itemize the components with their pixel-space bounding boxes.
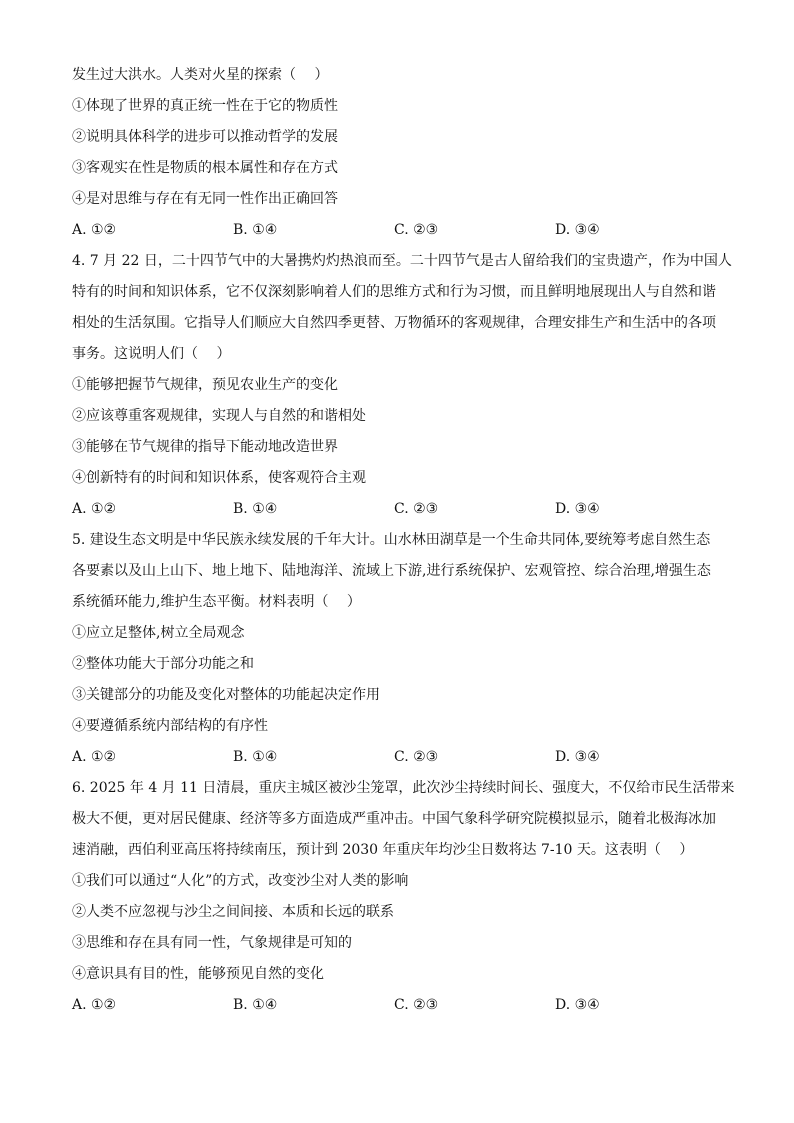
question-3-stem: 发生过大洪水。人类对火星的探索（ ）: [72, 67, 329, 83]
question-4-stem-line-2: 特有的时间和知识体系，它不仅深刻影响着人们的思维方式和行为习惯，而且鲜明地展现出人与自然和谐: [72, 284, 716, 300]
question-6: [72, 773, 735, 1021]
question-6-item-4: ④意识具有目的性，能够预见自然的变化: [72, 966, 324, 982]
option-d: D. ③④: [555, 997, 600, 1013]
question-5: [72, 525, 722, 773]
question-6-item-1: ①我们可以通过“人化”的方式，改变沙尘对人类的影响: [72, 873, 409, 889]
option-a: A. ①②: [72, 749, 117, 765]
question-3-item-4: ④是对思维与存在有无同一性作出正确回答: [72, 191, 338, 207]
question-6-stem-line-3: 速消融，西伯利亚高压将持续南压，预计到 2030 年重庆年均沙尘日数将达 7-10 天。这表明（ ）: [72, 842, 694, 858]
question-3: [72, 60, 722, 246]
question-6-stem-line-1: 6. 2025 年 4 月 11 日清晨，重庆主城区被沙尘笼罩，此次沙尘持续时间长、强度大，不仅给市民生活带来: [72, 780, 735, 796]
question-5-stem-line-1: 5. 建设生态文明是中华民族永续发展的千年大计。山水林田湖草是一个生命共同体,要统筹考虑自然生态: [72, 532, 711, 548]
question-5-item-4: ④要遵循系统内部结构的有序性: [72, 718, 268, 734]
question-5-item-1: ①应立足整体,树立全局观念: [72, 625, 245, 641]
question-3-item-1: ①体现了世界的真正统一性在于它的物质性: [72, 98, 338, 114]
question-5-item-2: ②整体功能大于部分功能之和: [72, 656, 254, 672]
question-4-stem-line-3: 相处的生活氛围。它指导人们顺应大自然四季更替、万物循环的客观规律，合理安排生产和生活中的各项: [72, 315, 716, 331]
question-5-stem-line-2: 各要素以及山上山下、地上地下、陆地海洋、流域上下游,进行系统保护、宏观管控、综合治理,增强生态: [72, 563, 711, 579]
option-a: A. ①②: [72, 222, 117, 238]
question-3-item-2: ②说明具体科学的进步可以推动哲学的发展: [72, 129, 338, 145]
option-d: D. ③④: [555, 222, 600, 238]
option-c: C. ②③: [394, 501, 439, 517]
question-5-options: [72, 742, 722, 773]
question-4-stem-line-4: 事务。这说明人们（ ）: [72, 346, 231, 362]
option-c: C. ②③: [394, 749, 439, 765]
question-4-item-3: ③能够在节气规律的指导下能动地改造世界: [72, 439, 338, 455]
option-c: C. ②③: [394, 997, 439, 1013]
option-d: D. ③④: [555, 749, 600, 765]
question-4-item-2: ②应该尊重客观规律，实现人与自然的和谐相处: [72, 408, 366, 424]
exam-page: [72, 60, 735, 1021]
question-3-item-3: ③客观实在性是物质的根本属性和存在方式: [72, 160, 338, 176]
question-6-options: [72, 990, 722, 1021]
question-5-item-3: ③关键部分的功能及变化对整体的功能起决定作用: [72, 687, 380, 703]
option-b: B. ①④: [233, 749, 278, 765]
question-4: [72, 246, 732, 525]
option-a: A. ①②: [72, 997, 117, 1013]
question-4-item-4: ④创新特有的时间和知识体系，使客观符合主观: [72, 470, 366, 486]
option-c: C. ②③: [394, 222, 439, 238]
question-6-item-2: ②人类不应忽视与沙尘之间间接、本质和长远的联系: [72, 904, 394, 920]
option-a: A. ①②: [72, 501, 117, 517]
question-4-options: [72, 494, 722, 525]
option-b: B. ①④: [233, 222, 278, 238]
option-b: B. ①④: [233, 997, 278, 1013]
question-3-options: [72, 215, 722, 246]
option-d: D. ③④: [555, 501, 600, 517]
question-6-item-3: ③思维和存在具有同一性，气象规律是可知的: [72, 935, 352, 951]
question-6-stem-line-2: 极大不便，更对居民健康、经济等多方面造成严重冲击。中国气象科学研究院模拟显示，随着北极海冰加: [72, 811, 716, 827]
question-5-stem-line-3: 系统循环能力,维护生态平衡。材料表明（ ）: [72, 594, 361, 610]
option-b: B. ①④: [233, 501, 278, 517]
question-4-stem-line-1: 4. 7 月 22 日，二十四节气中的大暑携灼灼热浪而至。二十四节气是古人留给我们的宝贵遗产，作为中国人: [72, 253, 732, 269]
question-4-item-1: ①能够把握节气规律，预见农业生产的变化: [72, 377, 338, 393]
